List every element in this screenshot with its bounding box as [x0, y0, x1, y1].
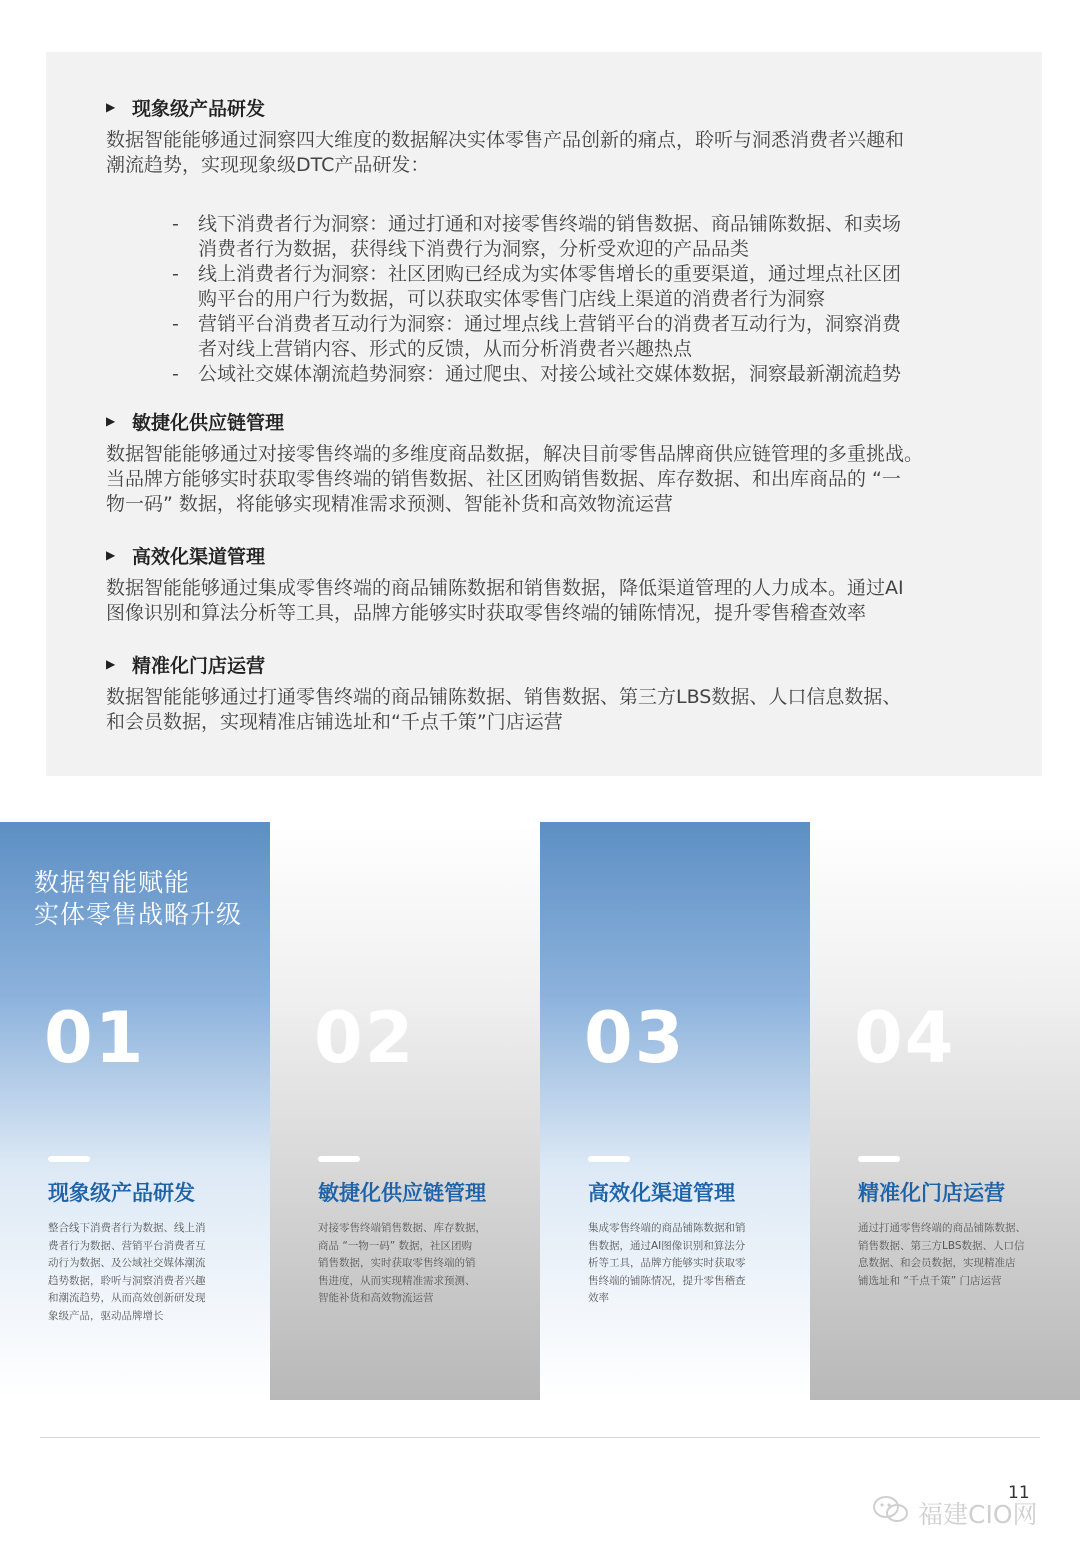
column-03 [540, 822, 810, 1400]
desc-line: 象级产品，驱动品牌增长 [48, 1309, 164, 1322]
section-body [106, 442, 1006, 517]
desc-line: 智能补货和高效物流运营 [318, 1292, 434, 1304]
divider-bar [588, 1156, 630, 1162]
column-number: 04 [854, 997, 956, 1079]
column-description [588, 1220, 768, 1308]
column-04 [810, 822, 1080, 1400]
list-item [172, 212, 1006, 262]
item-line: 线下消费者行为洞察：通过打通和对接零售终端的销售数据、商品铺陈数据、和卖场 [198, 213, 902, 235]
watermark [872, 1494, 1038, 1532]
desc-line: 趋势数据，聆听与洞察消费者兴趣 [48, 1274, 206, 1287]
triangle-bullet-icon: ▶ [106, 414, 116, 428]
strategy-columns [0, 822, 1080, 1400]
dash-bullet: - [172, 263, 179, 285]
desc-line: 整合线下消费者行为数据、线上消 [48, 1222, 206, 1234]
section-body [106, 576, 1006, 626]
desc-line: 商品 “一物一码” 数据，社区团购 [318, 1239, 473, 1252]
section-title: 敏捷化供应链管理 [132, 411, 285, 434]
desc-line: 析等工具，品牌方能够实时获取零 [588, 1257, 746, 1269]
column-description [48, 1220, 228, 1325]
item-line: 公域社交媒体潮流趋势洞察：通过爬虫、对接公域社交媒体数据，洞察最新潮流趋势 [198, 363, 902, 385]
column-description [318, 1220, 498, 1308]
body-line: 图像识别和算法分析等工具，品牌方能够实时获取零售终端的铺陈情况，提升零售稽查效率 [106, 602, 867, 624]
item-line: 消费者行为数据，获得线下消费行为洞察，分析受欢迎的产品品类 [198, 238, 750, 260]
list-item [172, 312, 1006, 362]
triangle-bullet-icon: ▶ [106, 657, 116, 671]
item-line: 线上消费者行为洞察：社区团购已经成为实体零售增长的重要渠道，通过埋点社区团 [198, 263, 902, 285]
desc-line: 息数据、和会员数据，实现精准店 [858, 1257, 1016, 1269]
column-title: 高效化渠道管理 [588, 1181, 735, 1205]
column-02 [270, 822, 540, 1400]
dash-bullet: - [172, 313, 179, 335]
body-line: 当品牌方能够实时获取零售终端的销售数据、社区团购销售数据、库存数据、和出库商品的 “一 [106, 468, 901, 490]
section-body [106, 128, 1006, 178]
column-title: 精准化门店运营 [858, 1181, 1005, 1205]
section-header [106, 542, 1006, 568]
body-line: 数据智能能够通过打通零售终端的商品铺陈数据、销售数据、第三方LBS数据、人口信息数据、 [106, 686, 902, 708]
section-title: 现象级产品研发 [132, 97, 266, 120]
column-01 [0, 822, 270, 1400]
dash-bullet: - [172, 363, 179, 385]
section-header [106, 408, 1006, 434]
column-number: 02 [314, 997, 416, 1079]
column-title: 现象级产品研发 [48, 1181, 195, 1205]
body-line: 物一码” 数据，将能够实现精准需求预测、智能补货和高效物流运营 [106, 493, 673, 515]
desc-line: 销售数据，实时获取零售终端的销 [318, 1257, 476, 1269]
section-body [106, 685, 1006, 735]
desc-line: 销售数据、第三方LBS数据、人口信 [858, 1239, 1025, 1252]
body-line: 数据智能能够通过洞察四大维度的数据解决实体零售产品创新的痛点，聆听与洞悉消费者兴趣和 [106, 129, 905, 151]
wechat-icon [872, 1494, 910, 1532]
insight-list [106, 212, 1006, 387]
watermark-text: 福建CIO网 [918, 1500, 1038, 1529]
desc-line: 动行为数据、及公域社交媒体潮流 [48, 1257, 206, 1269]
page-number: 11 [1008, 1483, 1030, 1503]
strategy-title [34, 867, 242, 931]
divider-bar [48, 1156, 90, 1162]
desc-line: 售数据，通过AI图像识别和算法分 [588, 1239, 746, 1252]
column-number: 03 [584, 997, 686, 1079]
desc-line: 集成零售终端的商品铺陈数据和销 [588, 1222, 746, 1234]
desc-line: 售进度，从而实现精准需求预测、 [318, 1274, 476, 1287]
list-item [172, 262, 1006, 312]
content-panel [46, 52, 1042, 776]
list-item [172, 362, 1006, 387]
item-line: 营销平台消费者互动行为洞察：通过埋点线上营销平台的消费者互动行为，洞察消费 [198, 313, 902, 335]
footer-divider [40, 1437, 1040, 1438]
body-line: 数据智能能够通过对接零售终端的多维度商品数据，解决目前零售品牌商供应链管理的多重挑战。 [106, 443, 924, 465]
desc-line: 通过打通零售终端的商品铺陈数据、 [858, 1222, 1026, 1234]
body-line: 和会员数据，实现精准店铺选址和“千点千策”门店运营 [106, 711, 563, 733]
section-title: 精准化门店运营 [132, 654, 266, 677]
item-line: 购平台的用户行为数据，可以获取实体零售门店线上渠道的消费者行为洞察 [198, 288, 826, 310]
column-description [858, 1220, 1038, 1290]
desc-line: 和潮流趋势，从而高效创新研发现 [48, 1292, 206, 1304]
divider-bar [318, 1156, 360, 1162]
column-number: 01 [44, 997, 146, 1079]
section-product-rd [106, 94, 1006, 387]
body-line: 潮流趋势，实现现象级DTC产品研发： [106, 154, 430, 176]
strategy-title-line: 数据智能赋能 [34, 868, 191, 897]
desc-line: 售终端的铺陈情况，提升零售稽查 [588, 1274, 746, 1287]
divider-bar [858, 1156, 900, 1162]
section-header [106, 651, 1006, 677]
desc-line: 对接零售终端销售数据、库存数据， [318, 1222, 486, 1234]
dash-bullet: - [172, 213, 179, 235]
triangle-bullet-icon: ▶ [106, 548, 116, 562]
desc-line: 费者行为数据、营销平台消费者互 [48, 1239, 206, 1252]
triangle-bullet-icon: ▶ [106, 100, 116, 114]
desc-line: 铺选址和 “千点千策” 门店运营 [858, 1274, 1002, 1287]
body-line: 数据智能能够通过集成零售终端的商品铺陈数据和销售数据，降低渠道管理的人力成本。通过AI [106, 577, 904, 599]
section-channel-mgmt [106, 542, 1006, 626]
section-header [106, 94, 1006, 120]
section-supply-chain [106, 408, 1006, 517]
item-line: 者对线上营销内容、形式的反馈，从而分析消费者兴趣热点 [198, 338, 693, 360]
section-title: 高效化渠道管理 [132, 545, 266, 568]
strategy-title-line: 实体零售战略升级 [34, 900, 243, 929]
column-title: 敏捷化供应链管理 [318, 1181, 486, 1205]
desc-line: 效率 [588, 1292, 609, 1304]
section-store-ops [106, 651, 1006, 735]
